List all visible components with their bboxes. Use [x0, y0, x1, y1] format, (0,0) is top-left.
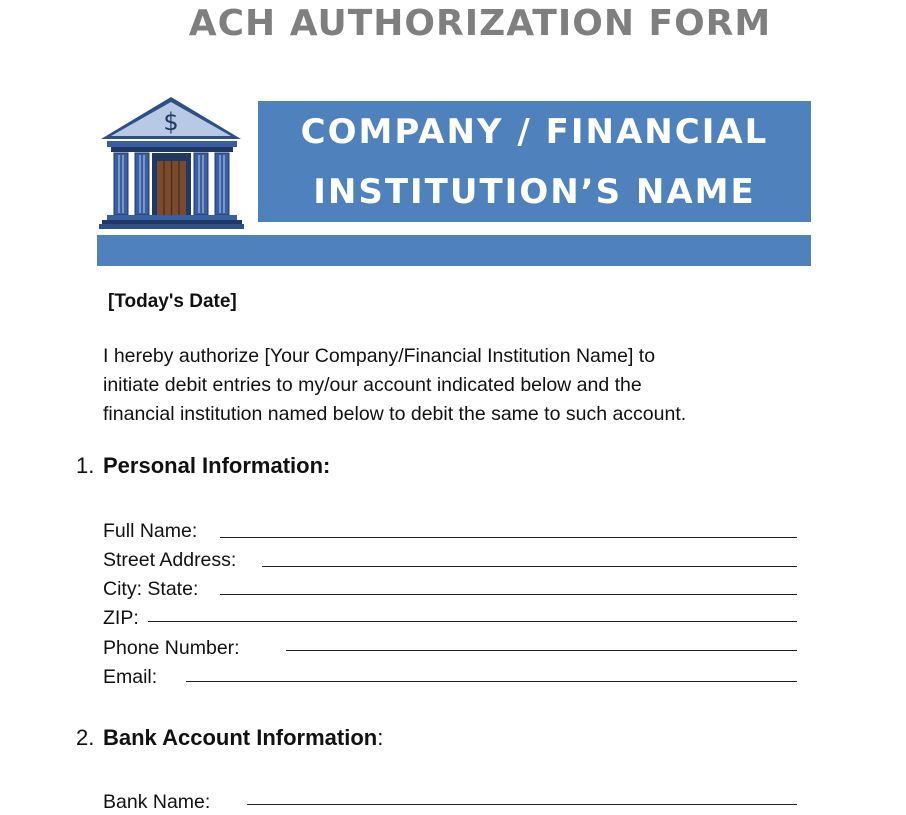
bank-name-label: Bank Name:	[103, 791, 211, 813]
company-name-banner	[258, 101, 811, 222]
section-number: 1.	[76, 453, 95, 478]
full-name-field[interactable]	[220, 537, 797, 538]
header-divider-bar	[97, 235, 811, 266]
phone-number-label: Phone Number:	[103, 637, 240, 659]
authorization-line-2: initiate debit entries to my/our account indicated below and the	[103, 374, 642, 396]
section-title: Bank Account Information	[103, 725, 378, 750]
bank-building-icon	[99, 95, 244, 231]
authorization-paragraph	[103, 342, 803, 429]
full-name-label: Full Name:	[103, 520, 198, 542]
zip-field[interactable]	[148, 621, 797, 622]
company-name-line2: INSTITUTION’S NAME	[313, 172, 756, 212]
bank-name-field[interactable]	[247, 804, 797, 805]
section-bank-account-information	[76, 725, 383, 751]
section-title-colon: :	[377, 725, 384, 750]
svg-text:$: $	[163, 108, 179, 136]
street-address-field[interactable]	[262, 566, 797, 567]
phone-number-field[interactable]	[286, 650, 797, 651]
authorization-line-1: I hereby authorize [Your Company/Financial Institution Name] to	[103, 345, 656, 367]
date-placeholder[interactable]: [Today's Date]	[108, 291, 237, 312]
city-state-label: City: State:	[103, 578, 199, 600]
street-address-label: Street Address:	[103, 549, 237, 571]
email-label: Email:	[103, 666, 158, 688]
city-state-field[interactable]	[220, 594, 797, 595]
section-personal-information	[76, 453, 330, 479]
form-title: ACH AUTHORIZATION FORM	[188, 3, 772, 44]
email-field[interactable]	[186, 681, 797, 682]
section-number: 2.	[76, 725, 95, 750]
company-name-line1: COMPANY / FINANCIAL	[300, 112, 769, 152]
zip-label: ZIP:	[103, 607, 139, 629]
authorization-line-3: financial institution named below to debit the same to such account.	[103, 403, 687, 425]
section-title: Personal Information:	[103, 453, 331, 478]
